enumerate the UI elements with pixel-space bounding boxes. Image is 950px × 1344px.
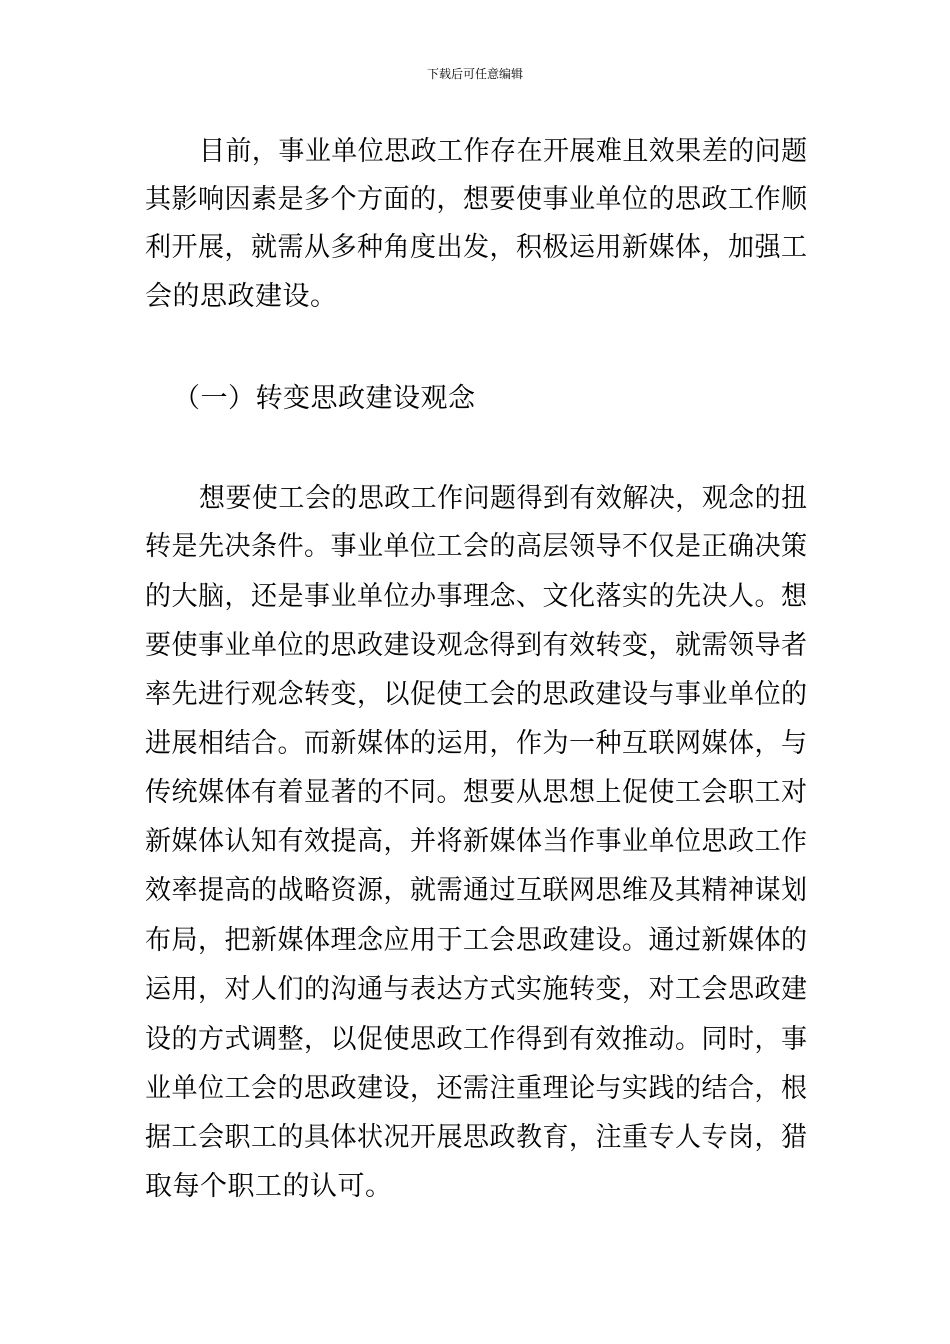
page-header: 下载后可任意编辑: [426, 67, 523, 81]
paragraph-line: 布局，把新媒体理念应用于工会思政建设。通过新媒体的: [145, 925, 808, 956]
paragraph-line: 业单位工会的思政建设，还需注重理论与实践的结合，根: [145, 1073, 808, 1104]
paragraph-line: 会的思政建设。: [145, 281, 338, 312]
paragraph-line: 效率提高的战略资源，就需通过互联网思维及其精神谋划: [145, 875, 808, 906]
paragraph-line: 取每个职工的认可。: [145, 1171, 393, 1202]
paragraph-line: 利开展，就需从多种角度出发，积极运用新媒体，加强工: [145, 232, 808, 263]
paragraph-line: 其影响因素是多个方面的，想要使事业单位的思政工作顺: [145, 184, 808, 215]
paragraph-line: 据工会职工的具体状况开展思政教育，注重专人专岗，猎: [145, 1122, 808, 1153]
paragraph-line: 运用，对人们的沟通与表达方式实施转变，对工会思政建: [145, 974, 808, 1005]
paragraph-line: 的大脑，还是事业单位办事理念、文化落实的先决人。想: [145, 581, 808, 612]
paragraph-line: 传统媒体有着显著的不同。想要从思想上促使工会职工对: [145, 777, 808, 808]
paragraph-line: 要使事业单位的思政建设观念得到有效转变，就需领导者: [145, 630, 808, 661]
paragraph-line: 转是先决条件。事业单位工会的高层领导不仅是正确决策: [145, 531, 808, 562]
paragraph-line: 想要使工会的思政工作问题得到有效解决，观念的扭: [199, 483, 808, 514]
paragraph-line: 目前，事业单位思政工作存在开展难且效果差的问题: [199, 136, 808, 167]
paragraph-line: 新媒体认知有效提高，并将新媒体当作事业单位思政工作: [145, 826, 808, 857]
paragraph-line: 设的方式调整，以促使思政工作得到有效推动。同时，事: [145, 1024, 808, 1055]
paragraph-line: 进展相结合。而新媒体的运用，作为一种互联网媒体，与: [145, 728, 808, 759]
paragraph-line: 率先进行观念转变，以促使工会的思政建设与事业单位的: [145, 679, 808, 710]
section-heading: （一）转变思政建设观念: [173, 383, 476, 414]
